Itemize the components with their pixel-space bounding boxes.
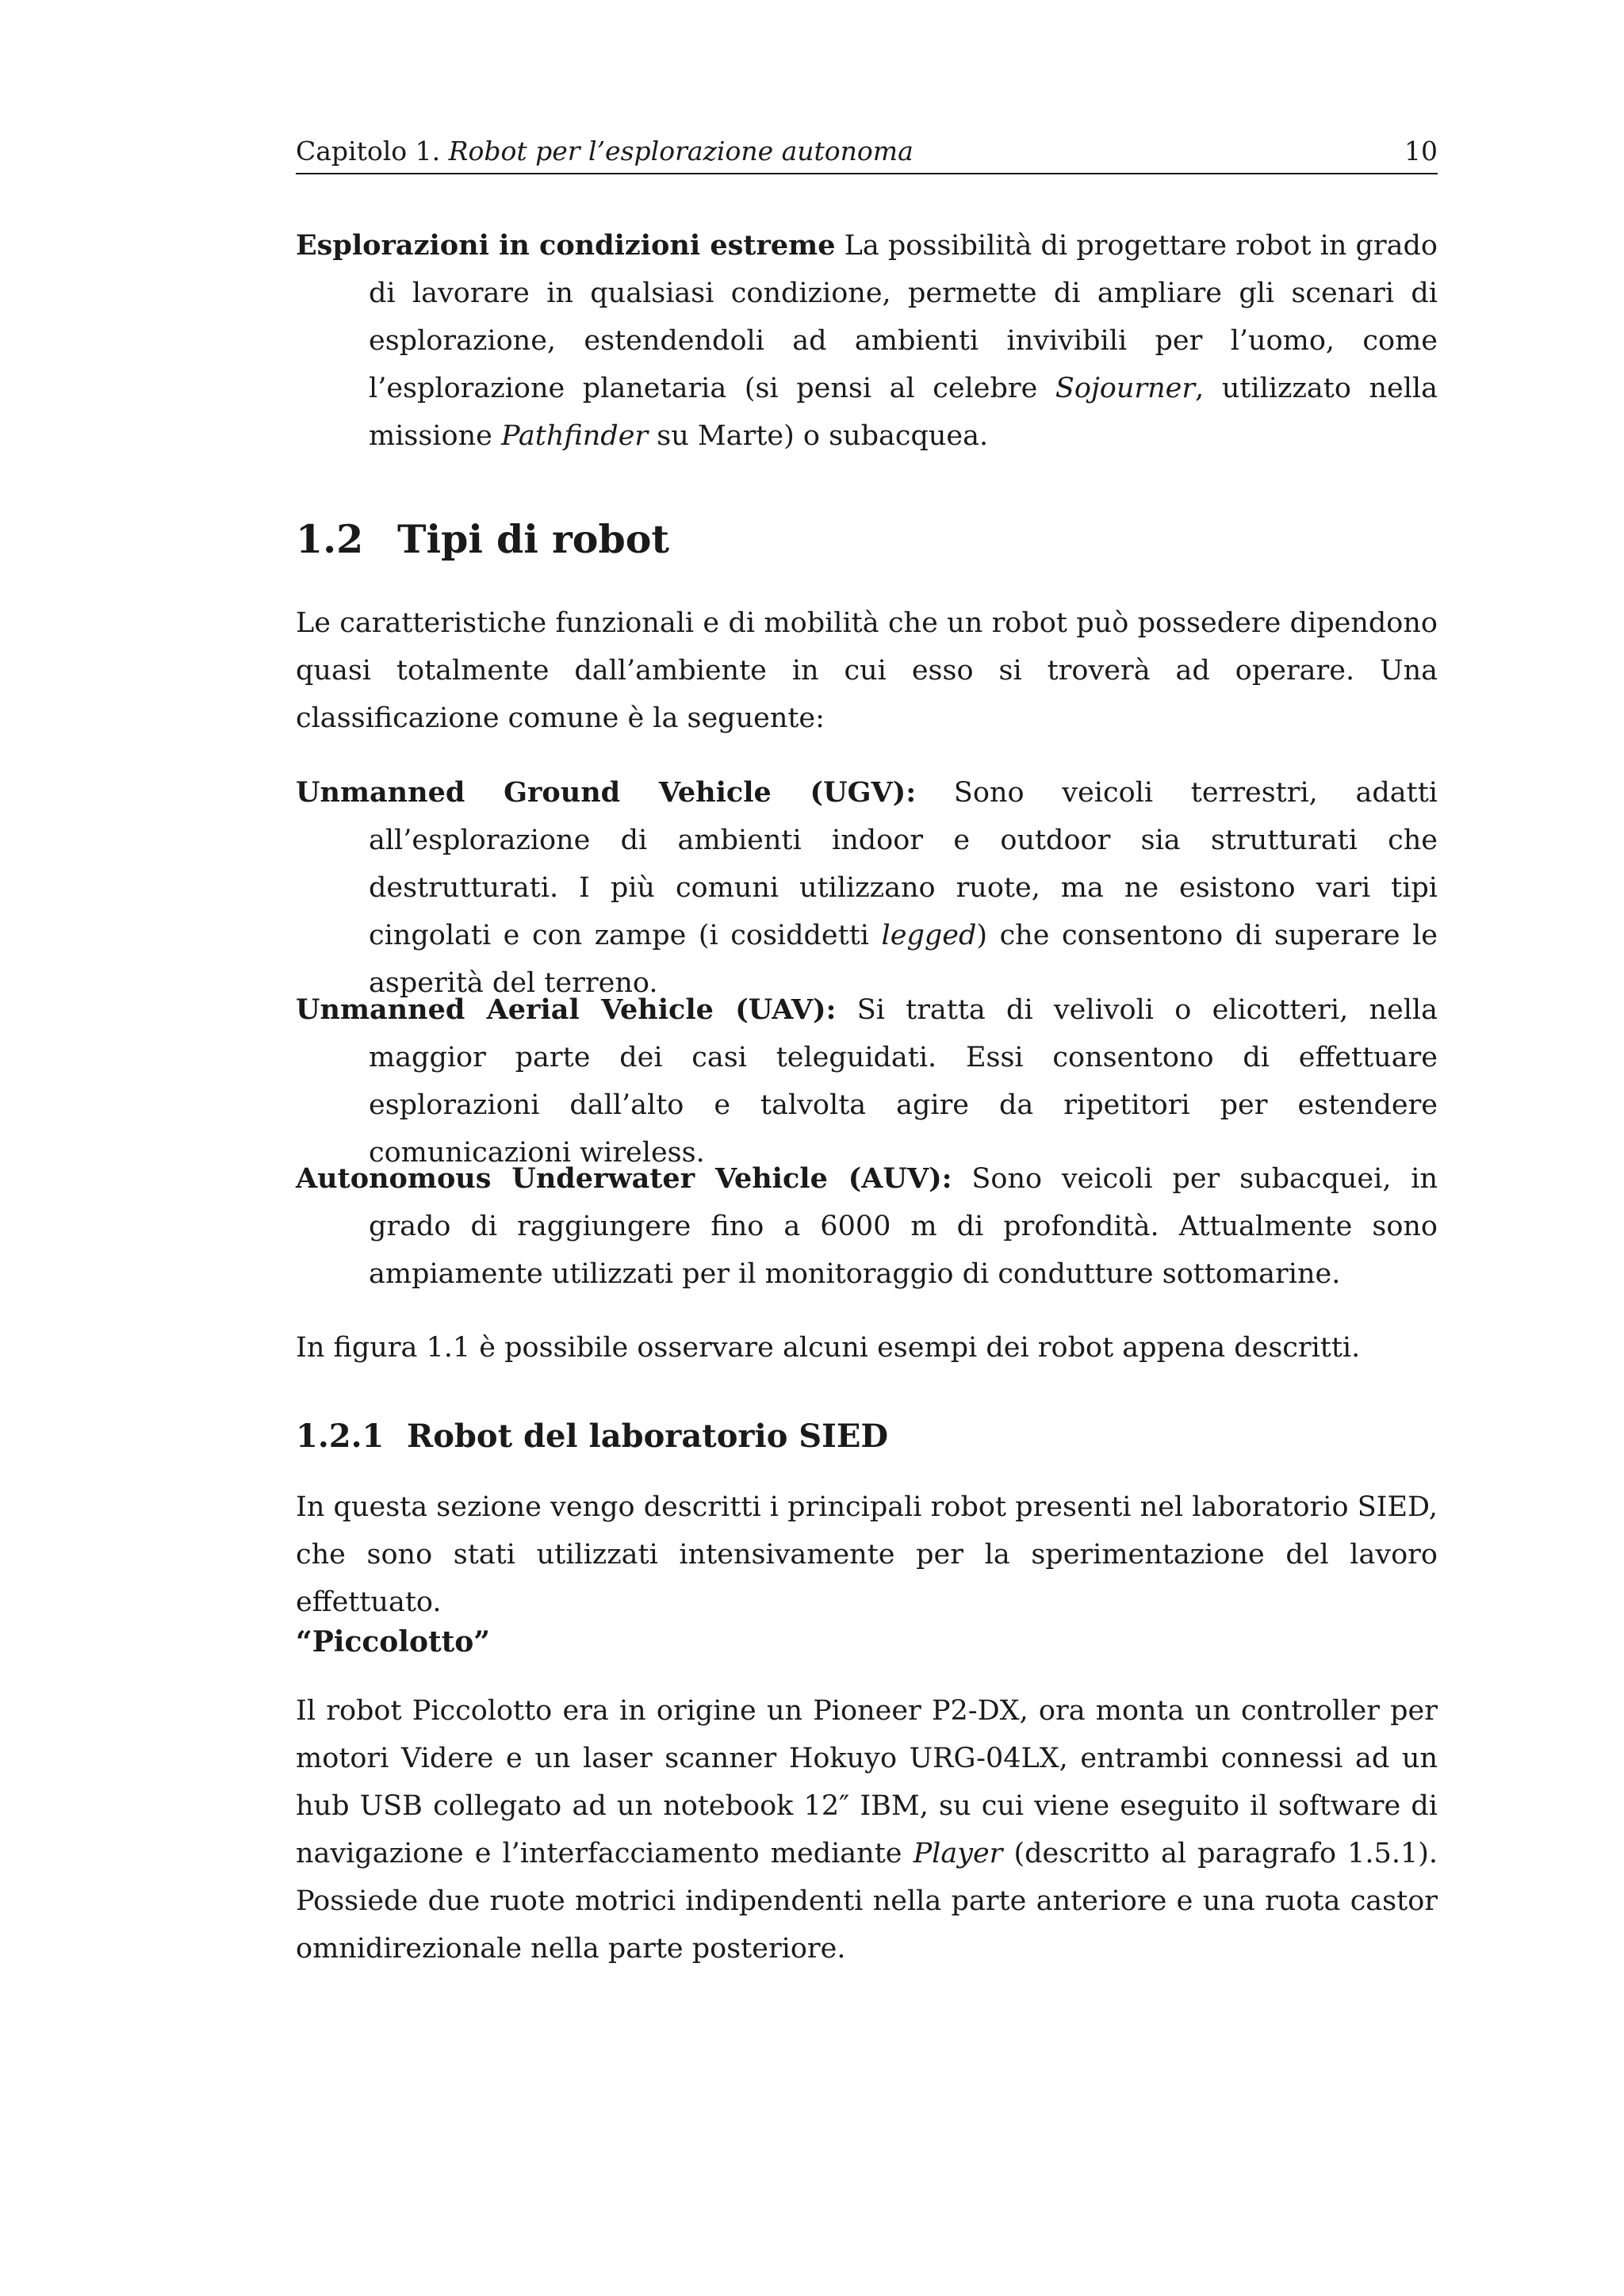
sied-block — [296, 1483, 1438, 1626]
figure-reference-paragraph: In figura 1.1 è possibile osservare alcuni esempi dei robot appena descritti. — [296, 1332, 1361, 1364]
section-number: 1.2 — [296, 516, 364, 562]
item-auv — [296, 1155, 1438, 1298]
item-ugv-paragraph — [296, 769, 1438, 1007]
item-extreme-exploration — [296, 222, 1438, 460]
header-chapter: Capitolo 1. — [296, 136, 441, 166]
piccolotto-em-player: Player — [913, 1838, 1003, 1869]
piccolotto-text-a: Il robot Piccolotto era in origine un Pioneer P2-DX, ora monta un controller per motori Videre e un laser scanner Hokuyo URG-04LX, entrambi connessi ad un hub USB collegato ad un notebook 12″ IBM, su cui viene eseguito il software di navigazione e l’interfacciamento mediante — [296, 1695, 1438, 1869]
sied-paragraph: In questa sezione vengo descritti i principali robot presenti nel laboratorio SIED, che sono stati utilizzati intensivamente per la sperimentazione del lavoro effettuato. — [296, 1491, 1438, 1618]
item-auv-text: Sono veicoli per subacquei, in grado di raggiungere fino a 6000 m di profondità. Attualmente sono ampiamente utilizzati per il monitoraggio di condutture sottomarine. — [369, 1163, 1438, 1290]
item-uav — [296, 986, 1438, 1177]
piccolotto-heading: “Piccolotto” — [296, 1625, 490, 1659]
item-extreme-text-c: su Marte) o subacquea. — [648, 420, 989, 452]
subsection-title: Robot del laboratorio SIED — [407, 1418, 889, 1455]
item-ugv-text-a: Sono veicoli terrestri, adatti all’esplorazione di ambienti indoor e outdoor sia strutturati che destrutturati. I più comuni utilizzano ruote, ma ne esistono vari tipi cingolati e con zampe (i cosiddetti — [369, 777, 1438, 951]
item-auv-term: Autonomous Underwater Vehicle (AUV): — [296, 1162, 952, 1195]
item-uav-paragraph — [296, 986, 1438, 1177]
item-extreme-term: Esplorazioni in condizioni estreme — [296, 229, 836, 262]
piccolotto-block — [296, 1687, 1438, 1973]
item-ugv-em-legged: legged — [881, 920, 977, 951]
item-extreme-paragraph — [296, 222, 1438, 460]
item-ugv — [296, 769, 1438, 1007]
section-title: Tipi di robot — [397, 516, 670, 562]
item-extreme-text-a: La possibilità di progettare robot in grado di lavorare in qualsiasi condizione, permette di ampliare gli scenari di esplorazione, estendendoli ad ambienti invivibili per l’uomo, come l’esplorazione planetaria (si pensi al celebre — [369, 230, 1438, 404]
section-heading-1-2-1 — [296, 1416, 888, 1457]
page-number: 10 — [1404, 136, 1438, 166]
figure-reference-block — [296, 1324, 1438, 1372]
section-heading-1-2 — [296, 515, 669, 563]
item-extreme-em-sojourner: Sojourner — [1055, 373, 1196, 404]
intro-paragraph: Le caratteristiche funzionali e di mobilità che un robot può possedere dipendono quasi totalmente dall’ambiente in cui esso si troverà ad operare. Una classificazione comune è la seguente: — [296, 607, 1438, 734]
item-extreme-text-b: , utilizzato nella missione — [369, 373, 1438, 452]
item-extreme-em-pathfinder: Pathfinder — [500, 420, 649, 452]
piccolotto-paragraph — [296, 1687, 1438, 1973]
item-uav-term: Unmanned Aerial Vehicle (UAV): — [296, 993, 837, 1026]
item-ugv-term: Unmanned Ground Vehicle (UGV): — [296, 776, 917, 809]
piccolotto-text-b: (descritto al paragrafo 1.5.1). Possiede due ruote motrici indipendenti nella parte anteriore e una ruota castor omnidirezionale nella parte posteriore. — [296, 1838, 1438, 1965]
item-ugv-text-b: ) che consentono di superare le asperità del terreno. — [369, 920, 1438, 999]
subsection-number: 1.2.1 — [296, 1418, 385, 1455]
item-uav-text: Si tratta di velivoli o elicotteri, nella maggior parte dei casi teleguidati. Essi consentono di effettuare esplorazioni dall’alto e talvolta agire da ripetitori per estendere comunicazioni wireless. — [369, 994, 1438, 1169]
item-auv-paragraph — [296, 1155, 1438, 1298]
running-header — [296, 133, 1438, 174]
intro-block — [296, 599, 1438, 742]
header-chapter-title: Robot per l’esplorazione autonoma — [448, 136, 914, 166]
